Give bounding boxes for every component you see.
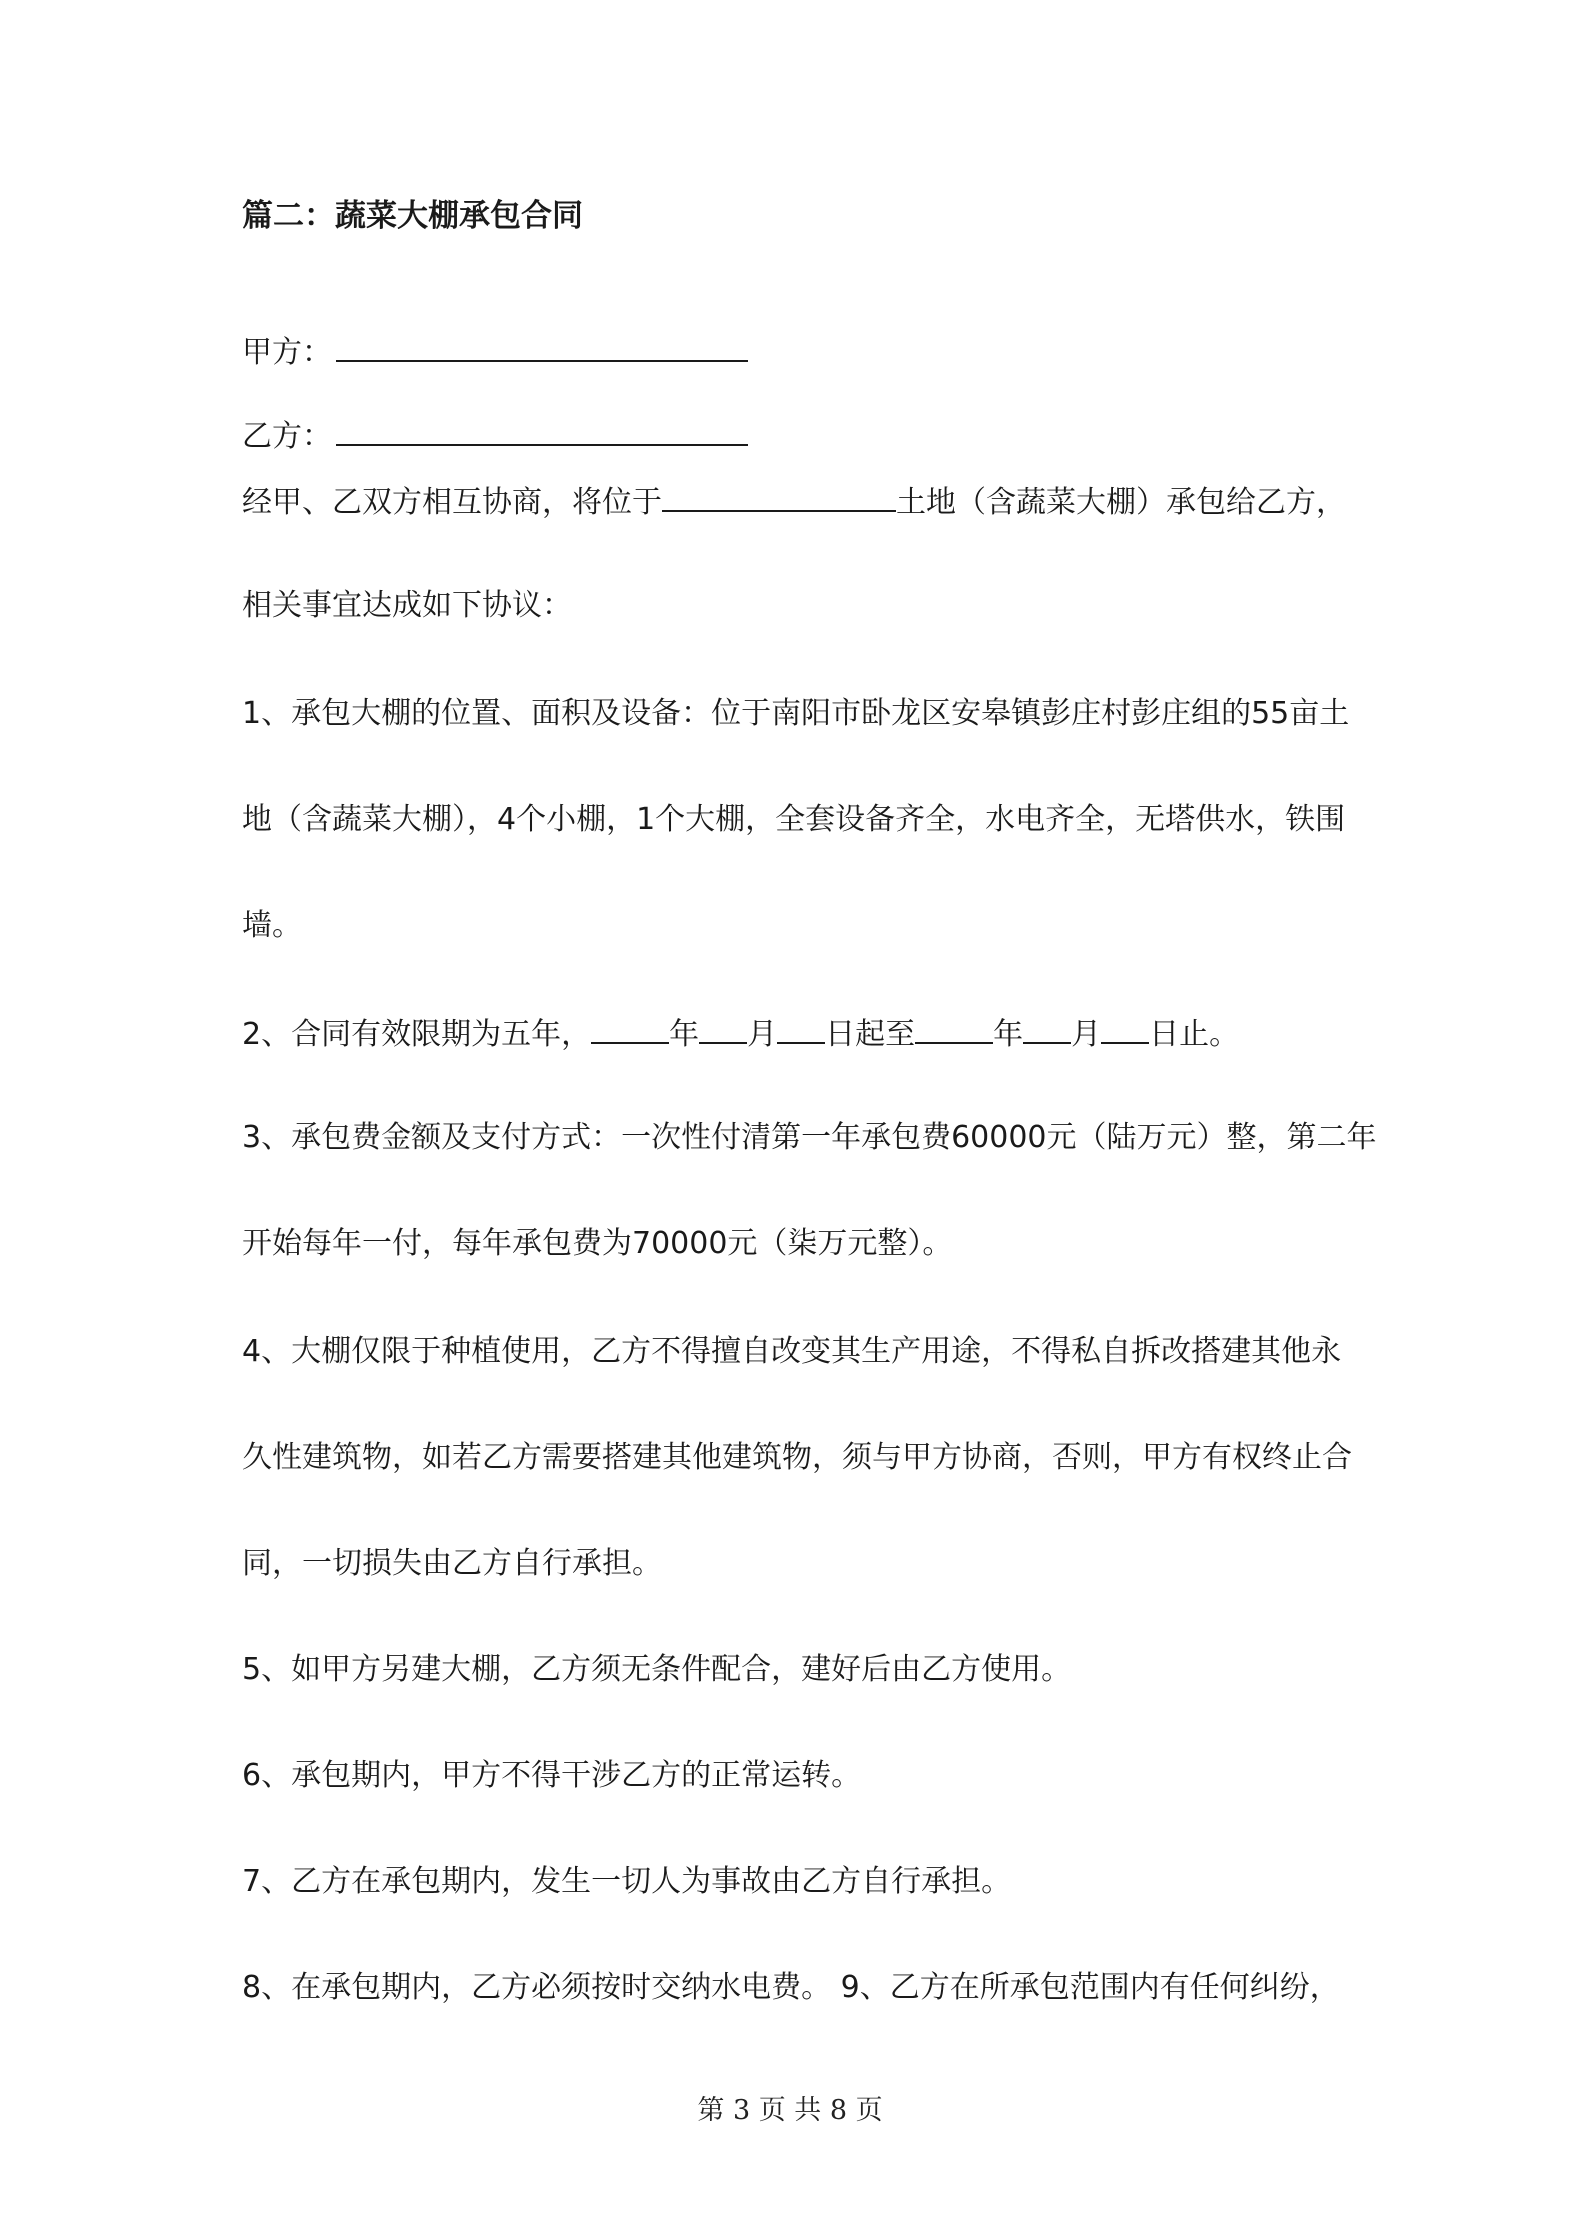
page-number-footer: 第 3 页 共 8 页 — [697, 2095, 883, 2126]
intro-part-2: 土地（含蔬菜大棚）承包给乙方， — [896, 485, 1346, 520]
party-b-blank[interactable] — [336, 414, 748, 446]
clause-1-line-2: 地（含蔬菜大棚），4个小棚，1个大棚，全套设备齐全，水电齐全，无塔供水，铁围 — [242, 802, 1346, 837]
intro-line-1 — [242, 480, 1346, 523]
clause-3-line-1: 3、承包费金额及支付方式：一次性付清第一年承包费60000元（陆万元）整，第二年 — [242, 1120, 1377, 1155]
year-label: 年 — [993, 1017, 1024, 1052]
clause-1-line-1: 1、承包大棚的位置、面积及设备：位于南阳市卧龙区安皋镇彭庄村彭庄组的55亩土 — [242, 696, 1350, 731]
intro-line-2: 相关事宜达成如下协议： — [242, 588, 572, 623]
clause-6-line: 6、承包期内，甲方不得干涉乙方的正常运转。 — [242, 1758, 862, 1793]
year-label: 年 — [669, 1017, 700, 1052]
intro-part-1: 经甲、乙双方相互协商，将位于 — [242, 485, 662, 520]
end-year-blank[interactable] — [915, 1012, 993, 1044]
party-b-label: 乙方： — [242, 419, 332, 454]
month-label: 月 — [1071, 1017, 1102, 1052]
clause-1-line-3: 墙。 — [242, 908, 302, 943]
start-month-blank[interactable] — [699, 1012, 747, 1044]
clause-4-line-3: 同，一切损失由乙方自行承担。 — [242, 1546, 662, 1581]
party-a-line — [242, 330, 748, 373]
clause-2-line — [242, 1012, 1239, 1055]
month-label: 月 — [747, 1017, 778, 1052]
start-year-blank[interactable] — [591, 1012, 669, 1044]
day-from-label: 日起至 — [825, 1017, 916, 1052]
start-day-blank[interactable] — [777, 1012, 825, 1044]
clause-4-line-1: 4、大棚仅限于种植使用，乙方不得擅自改变其生产用途，不得私自拆改搭建其他永 — [242, 1334, 1342, 1369]
clause-7-line: 7、乙方在承包期内，发生一切人为事故由乙方自行承担。 — [242, 1864, 1012, 1899]
party-a-blank[interactable] — [336, 330, 748, 362]
end-day-blank[interactable] — [1101, 1012, 1149, 1044]
clause-4-line-2: 久性建筑物，如若乙方需要搭建其他建筑物，须与甲方协商，否则，甲方有权终止合 — [242, 1440, 1352, 1475]
party-b-line — [242, 414, 748, 457]
clause-5-line: 5、如甲方另建大棚，乙方须无条件配合，建好后由乙方使用。 — [242, 1652, 1072, 1687]
party-a-label: 甲方： — [242, 335, 332, 370]
end-month-blank[interactable] — [1023, 1012, 1071, 1044]
clause-8-9-line: 8、在承包期内，乙方必须按时交纳水电费。 9、乙方在所承包范围内有任何纠纷， — [242, 1970, 1340, 2005]
document-title: 篇二：蔬菜大棚承包合同 — [242, 198, 583, 234]
clause-3-line-2: 开始每年一付，每年承包费为70000元（柒万元整）。 — [242, 1226, 953, 1261]
day-end-label: 日止。 — [1149, 1017, 1240, 1052]
clause-2-prefix: 2、合同有效限期为五年， — [242, 1017, 592, 1052]
location-blank[interactable] — [662, 480, 896, 512]
